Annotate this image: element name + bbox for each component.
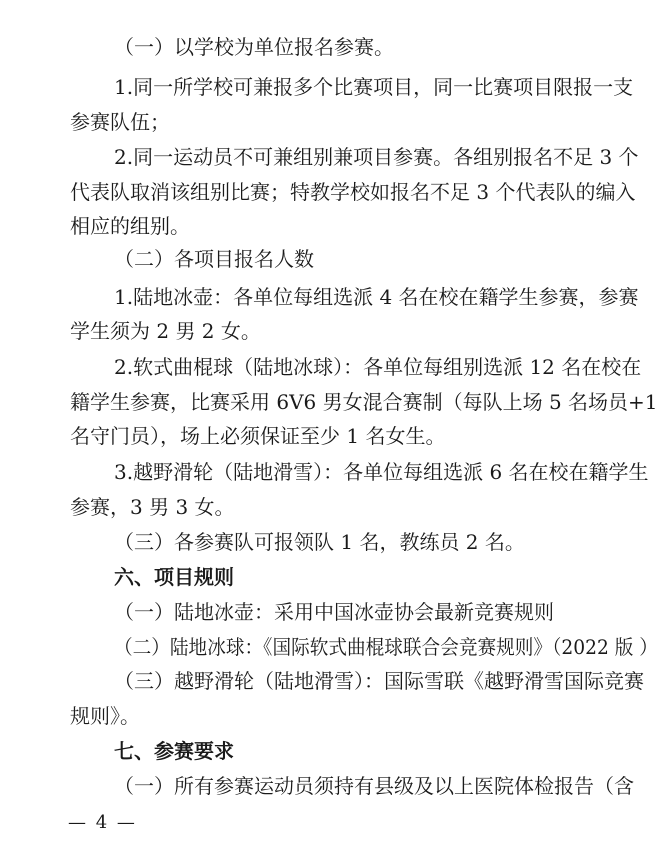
section-2-heading: （二）各项目报名人数 [114,247,314,271]
paragraph-line: 参赛，3 男 3 女。 [70,495,235,519]
paragraph-line: 学生须为 2 男 2 女。 [70,319,261,343]
paragraph-line: 3.越野滑轮（陆地滑雪）：各单位每组选派 6 名在校在籍学生 [114,460,649,484]
paragraph-line: （二）陆地冰球：《国际软式曲棍球联合会竞赛规则》（2022 版 ） [114,635,658,659]
paragraph-line: 代表队取消该组别比赛；特教学校如报名不足 3 个代表队的编入 [70,180,636,204]
paragraph-line: 参赛队伍； [70,110,170,134]
paragraph-line: 相应的组别。 [70,214,190,238]
paragraph-line: 名守门员），场上必须保证至少 1 名女生。 [70,424,446,448]
chapter-7-heading: 七、参赛要求 [114,739,234,763]
paragraph-line: 1.陆地冰壶：各单位每组选派 4 名在校在籍学生参赛，参赛 [114,285,639,309]
page-number: — 4 — [68,812,137,833]
paragraph-line: 1.同一所学校可兼报多个比赛项目，同一比赛项目限报一支 [114,75,634,99]
section-1-heading: （一）以学校为单位报名参赛。 [114,35,394,59]
paragraph-line: 2.软式曲棍球（陆地冰球）：各单位每组别选派 12 名在校在 [114,355,642,379]
paragraph-line: 规则》。 [70,704,140,728]
paragraph-line: 2.同一运动员不可兼组别兼项目参赛。各组别报名不足 3 个 [114,145,639,169]
paragraph-line: （三）各参赛队可报领队 1 名，教练员 2 名。 [114,530,525,554]
paragraph-line: （一）陆地冰壶：采用中国冰壶协会最新竞赛规则 [114,600,554,624]
chapter-6-heading: 六、项目规则 [114,565,234,589]
paragraph-line: （一）所有参赛运动员须持有县级及以上医院体检报告（含 [114,774,634,798]
paragraph-line: （三）越野滑轮（陆地滑雪）：国际雪联《越野滑雪国际竞赛 [114,669,644,693]
paragraph-line: 籍学生参赛，比赛采用 6V6 男女混合赛制（每队上场 5 名场员+1 [70,390,658,414]
